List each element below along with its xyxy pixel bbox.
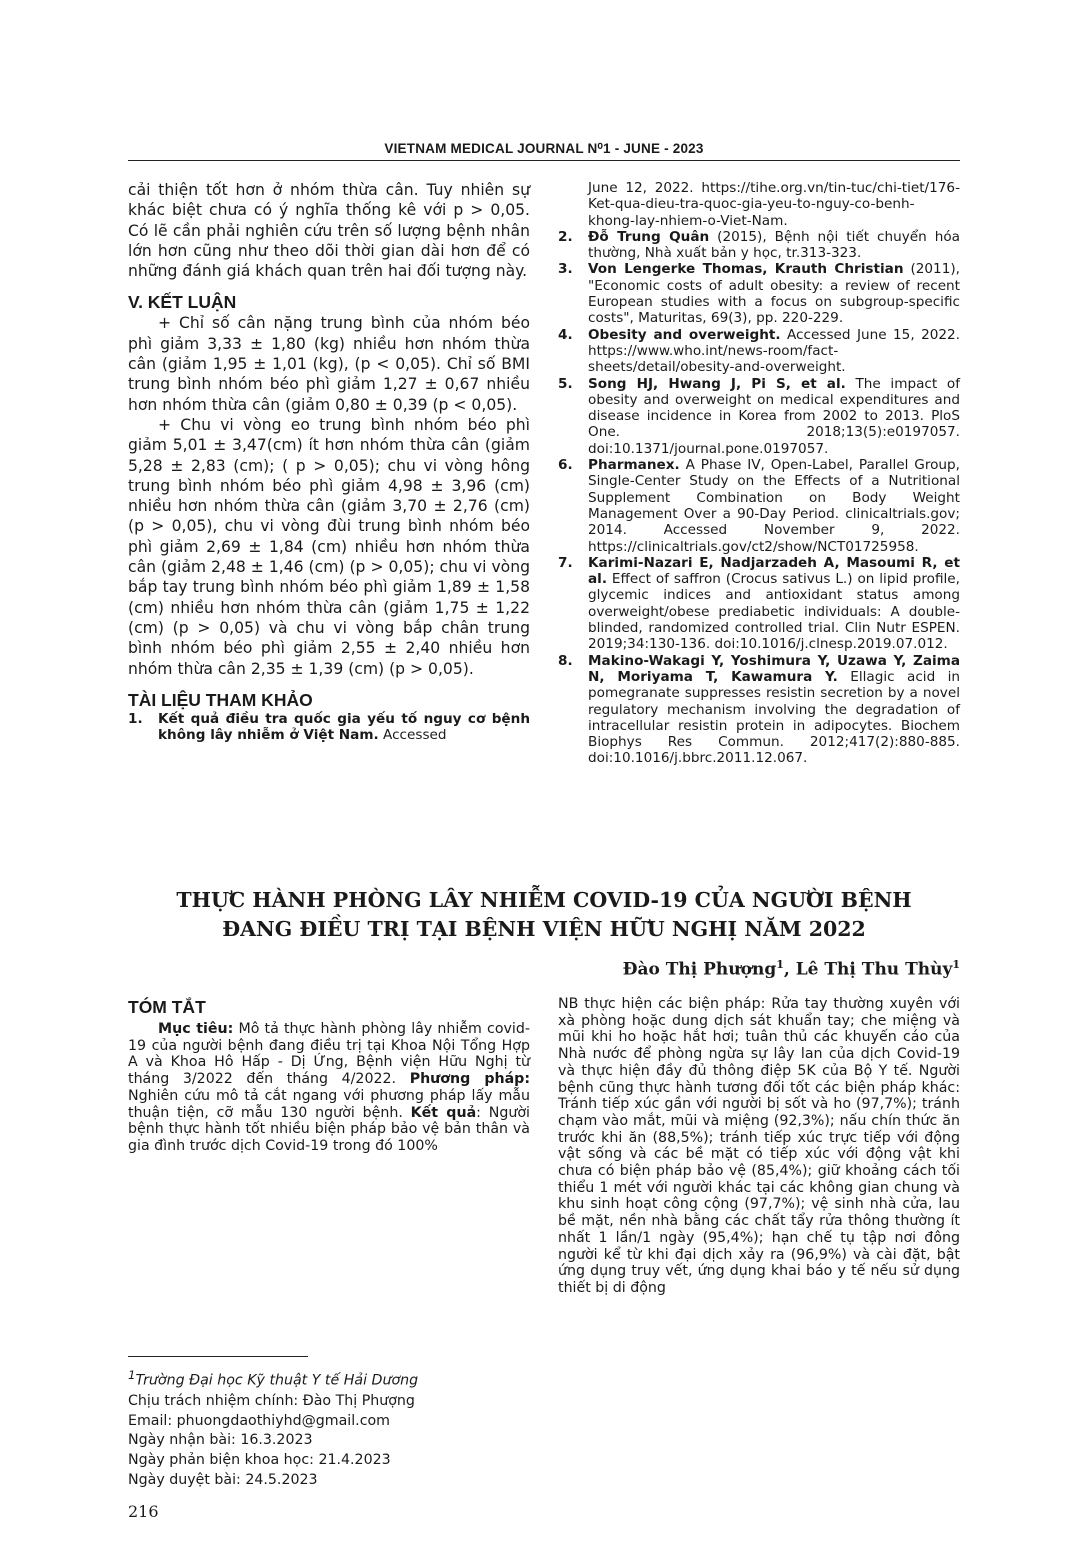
journal-header: VIETNAM MEDICAL JOURNAL N⁰1 - JUNE - 2023 [384, 141, 704, 156]
reference-authors: Đỗ Trung Quân [588, 228, 710, 245]
result-label: Kết quả [410, 1104, 477, 1121]
reference-number: 3. [558, 261, 573, 278]
reference-item [558, 229, 960, 262]
page-number: 216 [128, 1502, 159, 1521]
affiliation-text: Trường Đại học Kỹ thuật Y tế Hải Dương [135, 1372, 419, 1389]
reference-number: 5. [558, 375, 573, 392]
responsible-author: Chịu trách nhiệm chính: Đào Thị Phượng [128, 1392, 415, 1409]
objective-label: Mục tiêu: [158, 1021, 234, 1037]
reference-item [128, 711, 530, 744]
reference-item [558, 555, 960, 653]
reference-number: 6. [558, 457, 573, 474]
objective-text: Mô tả thực hành phòng lây nhiễm covid-19 của người bệnh đang điều trị tại Khoa Nội Tổng Hợp A và Khoa Hô Hấp - Dị Ứng, Bệnh viện Hữu Nghị từ tháng 3/2022 đến tháng 4/2022. [128, 1021, 530, 1088]
author-2: Lê Thị Thu Thùy [795, 959, 953, 980]
reference-title: Kết quả điều tra quốc gia yếu tố nguy cơ bệnh không lây nhiễm ở Việt Nam. [158, 710, 530, 744]
left-column [128, 180, 530, 743]
reference-text: Ellagic acid in pomegranate suppresses resistin secretion by a novel regulatory mechanism involving the degradation of intracellular resistin protein in adipocytes. Biochem Biophys Res Commun. 2012;417(2):880-885. doi:10.1016/j.bbrc.2011.12.067. [588, 668, 960, 767]
article-title-line-1: THỰC HÀNH PHÒNG LÂY NHIỄM COVID-19 CỦA NGƯỜI BỆNH [176, 888, 912, 912]
reference-text: Accessed June 15, 2022. https://www.who.int/news-room/fact-sheets/detail/obesity-and-overweight. [588, 326, 960, 376]
references-heading: TÀI LIỆU THAM KHẢO [128, 689, 313, 710]
abstract-left [128, 996, 530, 1155]
reference-text: Effect of saffron (Crocus sativus L.) on lipid profile, glycemic indices and antioxidant status among overweight/obese prediabetic individuals: A double-blinded, randomized controlled trial. Clin Nutr ESPEN. 2019;34:130-136. doi:10.1016/j.clnesp.2019.07.012. [588, 571, 960, 653]
reference-number: 4. [558, 326, 573, 343]
reference-text: June 12, 2022. https://tihe.org.vn/tin-tuc/chi-tiet/176-Ket-qua-dieu-tra-quoc-gia-yeu-to-nguy-co-benh-khong-lay-nhiem-o-Viet-Nam. [588, 180, 960, 229]
reference-authors: Pharmanex. [588, 457, 680, 474]
reference-authors: Song HJ, Hwang J, Pi S, et al. [588, 375, 846, 392]
right-column-references [558, 180, 960, 767]
reference-number: 8. [558, 652, 573, 669]
reference-number: 2. [558, 228, 573, 245]
reference-text: A Phase IV, Open-Label, Parallel Group, Single-Center Study on the Effects of a Nutritional Supplement Combination on Body Weight Management Over a 90-Day Period. clinicaltrials.gov; 2014. Accessed November 9, 2022. https://clinicaltrials.gov/ct2/show/NCT01725958. [588, 457, 960, 555]
footnote [128, 1366, 418, 1491]
header-rule [128, 160, 960, 161]
reference-authors: Karimi-Nazari E, Nadjarzadeh A, Masoumi R, et al. [588, 554, 960, 588]
author-1: Đào Thị Phượng [622, 959, 777, 980]
received-date: Ngày nhận bài: 16.3.2023 [128, 1432, 313, 1449]
approval-date: Ngày duyệt bài: 24.5.2023 [128, 1472, 318, 1489]
abstract-paragraph [128, 1021, 530, 1155]
author-2-affiliation: 1 [952, 958, 960, 971]
reference-authors: Von Lengerke Thomas, Krauth Christian [588, 261, 904, 278]
conclusion-paragraph-2: + Chu vi vòng eo trung bình nhóm béo phì giảm 5,01 ± 3,47(cm) ít hơn nhóm thừa cân (giảm 5,28 ± 2,83 (cm); ( p > 0,05); chu vi vòng hông trung bình nhóm béo phì giảm 4,98 ± 3,96 (cm) nhiều hơn nhóm thừa cân (giảm 3,70 ± 2,76 (cm) (p > 0,05), chu vi vòng đùi trung bình nhóm béo phì giảm 2,69 ± 1,84 (cm) nhiều hơn nhóm thừa cân (giảm 2,48 ± 1,46 (cm) (p > 0,05); chu vi vòng bắp tay trung bình nhóm béo phì giảm 1,89 ± 1,58 (cm) nhiều hơn nhóm thừa cân (giảm 1,75 ± 1,22 (cm) (p > 0,05) và chu vi vòng bắp chân trung bình nhóm béo phì giảm 2,55 ± 2,40 nhiều hơn nhóm thừa cân 2,35 ± 1,39 (cm) (p > 0,05). [128, 415, 530, 678]
reference-text: Accessed [378, 727, 447, 744]
article-title-line-2: ĐANG ĐIỀU TRỊ TẠI BỆNH VIỆN HỮU NGHỊ NĂM 2022 [222, 917, 866, 941]
reference-authors: Makino-Wakagi Y, Yoshimura Y, Uzawa Y, Zaima N, Moriyama T, Kawamura Y. [588, 652, 960, 685]
contact-email: Email: phuongdaothiyhd@gmail.com [128, 1412, 390, 1429]
abstract-right [558, 996, 960, 1297]
conclusion-paragraph-1: + Chỉ số cân nặng trung bình của nhóm béo phì giảm 3,33 ± 1,80 (kg) nhiều hơn nhóm thừa cân (giảm 1,95 ± 1,01 (kg), (p < 0,05). Chỉ số BMI trung bình nhóm béo phì giảm 1,27 ± 0,67 nhiều hơn nhóm thừa cân (giảm 0,80 ± 0,39 (p < 0,05). [128, 314, 530, 414]
reference-item-continued [558, 180, 960, 229]
discussion-continuation: cải thiện tốt hơn ở nhóm thừa cân. Tuy nhiên sự khác biệt chưa có ý nghĩa thống kê với p > 0,05. Có lẽ cần phải nghiên cứu trên số lượng bệnh nhân lớn hơn cũng như theo dõi thời gian dài hơn để có những đánh giá khách quan trên hai đối tượng này. [128, 181, 530, 281]
author-1-affiliation: 1 [776, 958, 784, 971]
reference-number: 7. [558, 554, 573, 571]
conclusion-heading: V. KẾT LUẬN [128, 292, 237, 313]
reference-authors: Obesity and overweight. [588, 326, 781, 343]
reference-text: (2015), Bệnh nội tiết chuyển hóa thường, Nhà xuất bản y học, tr.313-323. [588, 228, 960, 262]
result-text: : Người bệnh thực hành tốt nhiều biện pháp bảo vệ bản thân và gia đình trước dịch Covid-19 trong đó 100% [128, 1104, 530, 1154]
authors [623, 958, 960, 980]
reference-item [558, 376, 960, 457]
reference-number: 1. [128, 710, 143, 727]
reference-text: (2011), "Economic costs of adult obesity: a review of recent European studies with a focus on subgroup-specific costs", Maturitas, 69(3), pp. 220-229. [588, 261, 960, 327]
article-title [128, 886, 960, 944]
reference-item [558, 457, 960, 555]
method-label: Phương pháp: [409, 1071, 531, 1088]
footnote-rule [128, 1356, 308, 1357]
reference-item [558, 653, 960, 767]
abstract-heading: TÓM TẮT [128, 997, 206, 1017]
reference-item [558, 261, 960, 326]
affiliation [128, 1366, 418, 1392]
affiliation-sup: 1 [128, 1368, 136, 1382]
review-date: Ngày phản biện khoa học: 21.4.2023 [128, 1452, 391, 1469]
method-text: Nghiên cứu mô tả cắt ngang với phương pháp lấy mẫu thuận tiện, cỡ mẫu 130 người bệnh. [128, 1087, 530, 1121]
abstract-continuation: NB thực hiện các biện pháp: Rửa tay thường xuyên với xà phòng hoặc dung dịch sát khuẩn tay; che miệng và mũi khi ho hoặc hắt hơi; tuân thủ các khuyến cáo của Nhà nước để phòng ngừa sự lây lan của dịch Covid-19 và thực hiện đầy đủ thông điệp 5K của Bộ Y tế. Người bệnh cũng thực hành tương đối tốt các biện pháp khác: Tránh tiếp xúc gần với người bị sốt và ho (97,7%); tránh chạm vào mắt, mũi và miệng (92,3%); nấu chín thức ăn trước khi ăn (88,5%); tránh tiếp xúc trực tiếp với động vật sống và các bề mặt có tiếp xúc với động vật khi chưa có biện pháp bảo vệ (85,4%); giữ khoảng cách tối thiểu 1 mét với người khác tại các không gian chung và khu sinh hoạt công cộng (97,7%); vệ sinh nhà cửa, lau bề mặt, nền nhà bằng các chất tẩy rửa thông thường ít nhất 1 lần/1 ngày (95,4%); hạn chế tụ tập nơi đông người kể từ khi đại dịch xảy ra (96,9%) và cài đặt, bật ứng dụng truy vết, ứng dụng khai báo y tế nếu sử dụng thiết bị di động [558, 996, 960, 1296]
reference-item [558, 327, 960, 376]
author-separator: , [783, 959, 796, 980]
reference-text: The impact of obesity and overweight on medical expenditures and disease incidence in Korea from 2002 to 2013. PloS One. 2018;13(5):e0197057. doi:10.1371/journal.pone.0197057. [588, 375, 960, 457]
